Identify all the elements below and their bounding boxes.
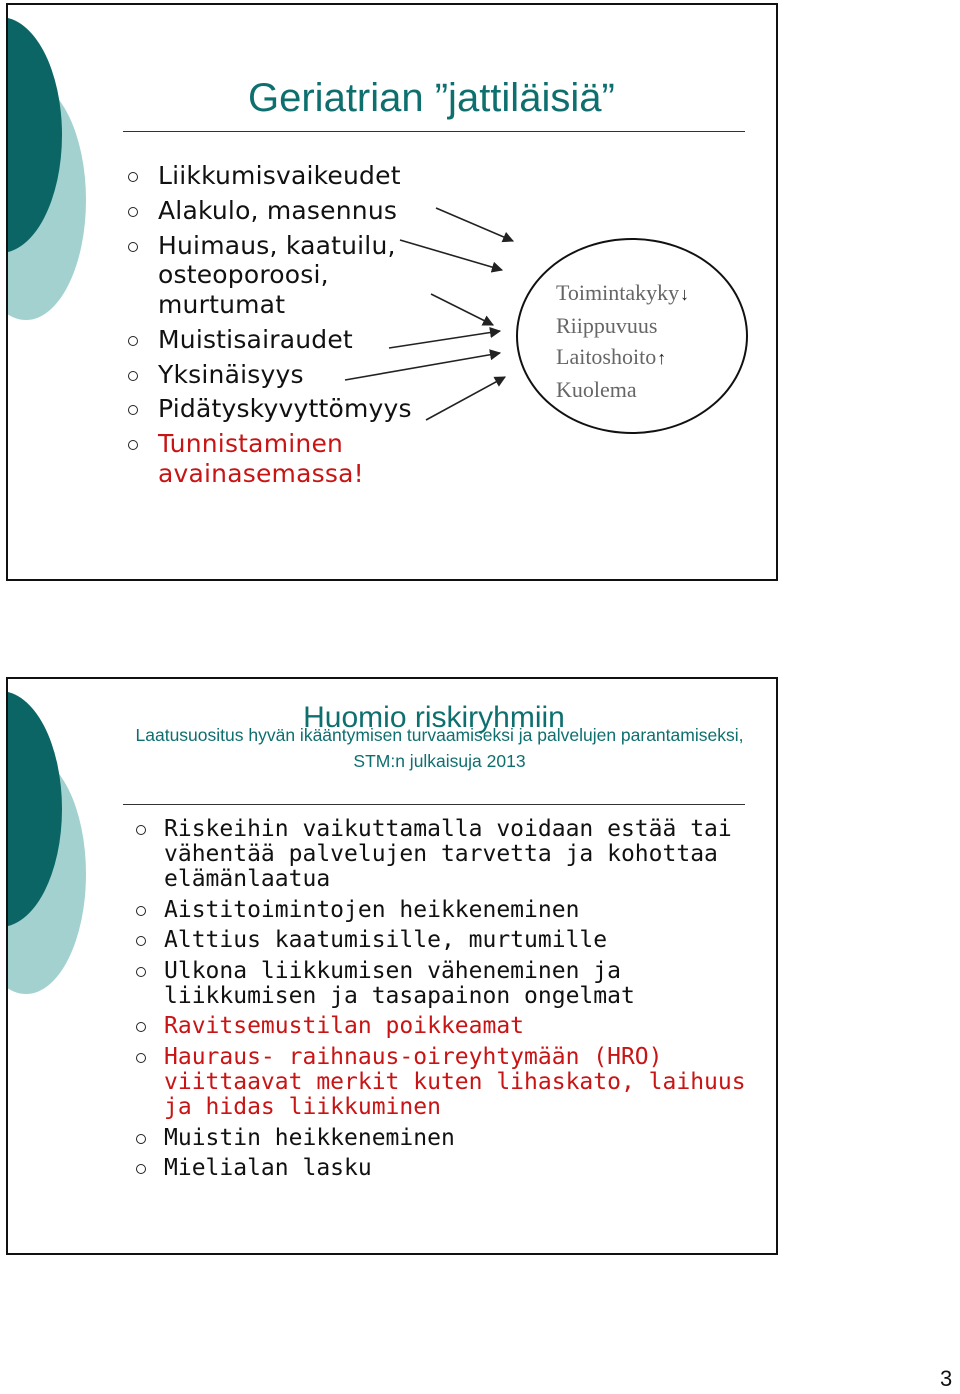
bullet-text: Yksinäisyys — [158, 359, 304, 389]
bullet-text: Ravitsemustilan poikkeamat — [164, 1013, 525, 1040]
bullet-text: Muistisairaudet — [158, 324, 353, 354]
bullet-item — [136, 1126, 766, 1151]
page-number: 3 — [940, 1366, 953, 1391]
bullet-text: Huimaus, kaatuilu, osteoporoosi, murtumat — [158, 230, 396, 319]
bullet-item — [136, 898, 766, 923]
bullet-text: Pidätyskyvyttömyys — [158, 394, 412, 424]
bullet-text: Muistin heikkeneminen — [164, 1124, 455, 1151]
outcome-item — [556, 310, 689, 341]
slide-2 — [6, 677, 778, 1255]
bullet-circle-icon — [136, 1053, 146, 1063]
bullet-text: Liikkumisvaikeudet — [158, 161, 401, 190]
outcome-label: Laitoshoito — [556, 344, 657, 369]
bullet-list — [136, 817, 766, 1187]
outcome-item — [556, 374, 689, 405]
bullet-text: Riskeihin vaikuttamalla voidaan estää tai vähentää palvelujen tarvetta ja kohottaa elämänlaatua — [164, 816, 732, 892]
slide-title: Geriatrian ”jattiläisiä” — [248, 76, 615, 120]
outcome-list — [556, 277, 689, 405]
bullet-text: Hauraus- raihnaus-oireyhtymään (HRO) viittaavat merkit kuten lihaskato, laihuus ja hidas liikkuminen — [164, 1043, 746, 1120]
bullet-circle-icon — [136, 1164, 146, 1174]
slide-title: Huomio riskiryhmiin — [303, 701, 565, 734]
bullet-item — [136, 1156, 766, 1181]
bullet-circle-icon — [136, 1134, 146, 1144]
bullet-circle-icon — [136, 1022, 146, 1032]
outcome-item — [556, 341, 689, 374]
bullet-text: Alttius kaatumisille, murtumille — [164, 927, 608, 954]
arrow-up-icon: ↑ — [657, 348, 667, 368]
bullet-text: Alakulo, masennus — [158, 195, 398, 225]
bullet-item — [136, 1014, 766, 1039]
bullet-circle-icon — [136, 967, 146, 977]
bullet-item — [136, 1045, 766, 1120]
arrow-down-icon: ↓ — [680, 284, 690, 304]
bullet-item — [136, 959, 766, 1009]
bullet-circle-icon — [136, 906, 146, 916]
outcome-item — [556, 277, 689, 310]
bullet-item — [136, 928, 766, 953]
bullet-item — [136, 817, 766, 892]
outcome-label: Kuolema — [556, 377, 637, 402]
outcome-label: Toimintakyky — [556, 280, 680, 305]
bullet-text: Mielialan lasku — [164, 1155, 372, 1182]
bullet-text: Aistitoimintojen heikkeneminen — [164, 896, 580, 923]
bullet-text: Tunnistaminen avainasemassa! — [158, 429, 364, 488]
bullet-text: Ulkona liikkumisen väheneminen ja liikkumisen ja tasapainon ongelmat — [164, 957, 635, 1009]
bullet-circle-icon — [136, 936, 146, 946]
bullet-circle-icon — [136, 825, 146, 835]
outcome-label: Riippuvuus — [556, 313, 658, 338]
slide-1 — [6, 3, 778, 581]
title-divider — [123, 804, 745, 805]
slide-subtitle: Laatusuositus hyvän ikääntymisen turvaamiseksi ja palvelujen parantamiseksi, STM:n julkaisuja 2013 — [135, 725, 744, 771]
